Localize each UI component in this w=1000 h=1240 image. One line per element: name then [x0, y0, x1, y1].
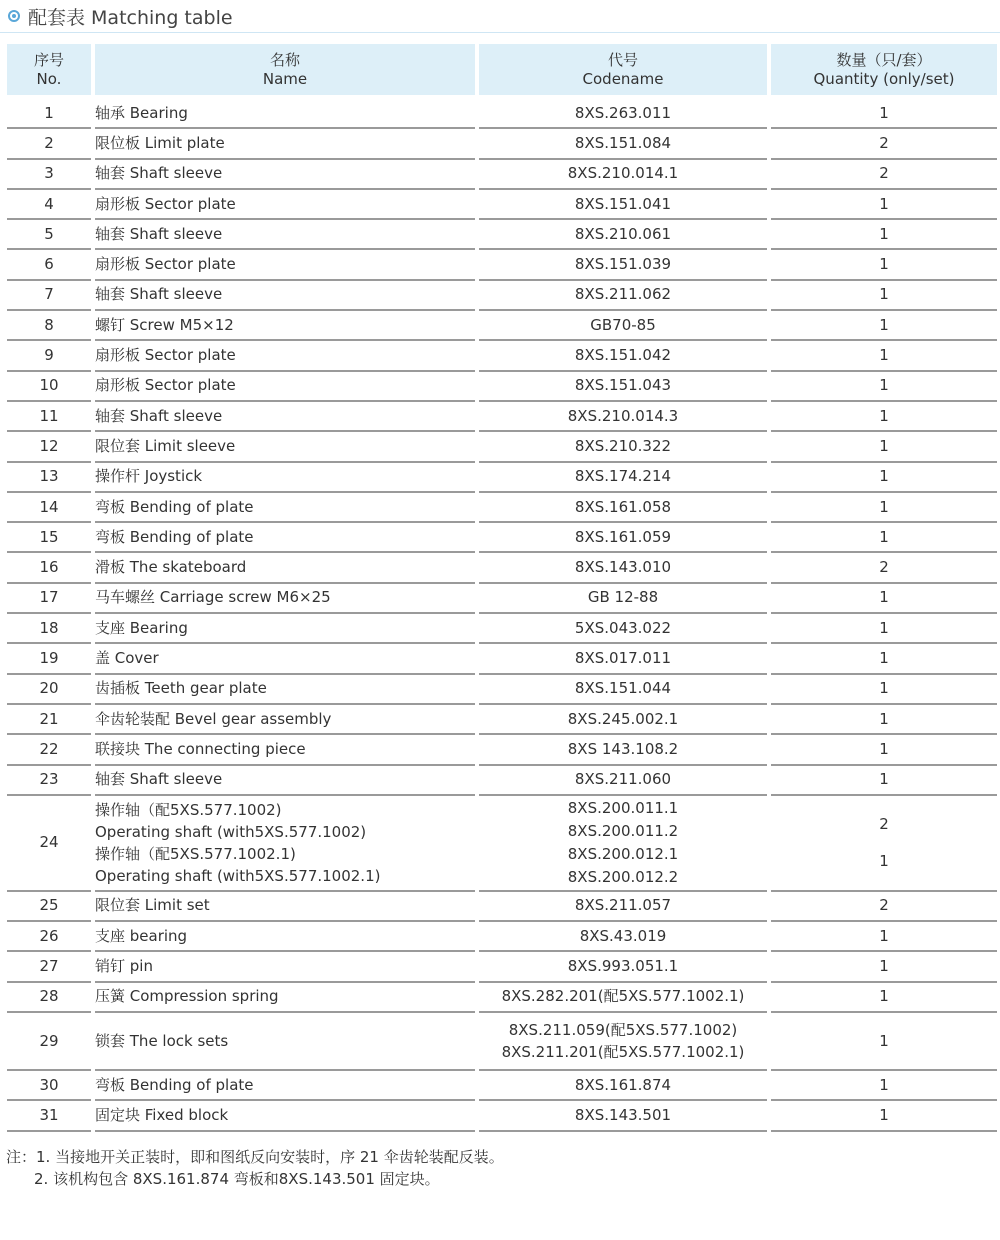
- cell-no: 28: [7, 983, 91, 1013]
- code-line: 8XS.200.012.1: [567, 844, 679, 863]
- cell-name: 限位套 Limit sleeve: [95, 432, 475, 462]
- cell-codename: 8XS.211.060: [479, 766, 767, 796]
- cell-quantity: 2: [771, 892, 997, 922]
- cell-no: 7: [7, 281, 91, 311]
- cell-no: 4: [7, 190, 91, 220]
- cell-no: 16: [7, 553, 91, 583]
- cell-no: 22: [7, 735, 91, 765]
- cell-quantity: [771, 796, 997, 892]
- cell-no: 25: [7, 892, 91, 922]
- cell-name: 轴套 Shaft sleeve: [95, 766, 475, 796]
- cell-codename: [479, 1013, 767, 1071]
- cell-no: 31: [7, 1101, 91, 1131]
- table-row: [7, 892, 997, 922]
- cell-name: 操作杆 Joystick: [95, 463, 475, 493]
- table-row: [7, 796, 997, 892]
- cell-name: 限位套 Limit set: [95, 892, 475, 922]
- cell-no: 21: [7, 705, 91, 735]
- cell-no: 26: [7, 922, 91, 952]
- cell-codename: 8XS.161.058: [479, 493, 767, 523]
- cell-name: 轴套 Shaft sleeve: [95, 160, 475, 190]
- cell-codename: 8XS.017.011: [479, 644, 767, 674]
- cell-codename: 8XS.151.041: [479, 190, 767, 220]
- table-row: [7, 705, 997, 735]
- cell-name: 滑板 The skateboard: [95, 553, 475, 583]
- cell-codename: 8XS.210.014.3: [479, 402, 767, 432]
- table-row: [7, 1071, 997, 1101]
- cell-no: 9: [7, 341, 91, 371]
- cell-quantity: 1: [771, 372, 997, 402]
- cell-name: 盖 Cover: [95, 644, 475, 674]
- cell-quantity: 1: [771, 281, 997, 311]
- table-body-row-29: [7, 1013, 997, 1071]
- table-row: [7, 952, 997, 982]
- cell-no: 20: [7, 675, 91, 705]
- double-circle-icon: [8, 10, 20, 22]
- qty-line: 1: [879, 851, 889, 870]
- table-row: [7, 190, 997, 220]
- code-line: 8XS.211.059(配5XS.577.1002): [508, 1021, 738, 1040]
- cell-no: 30: [7, 1071, 91, 1101]
- cell-codename: 8XS.211.062: [479, 281, 767, 311]
- code-line: 8XS.200.011.1: [567, 798, 679, 817]
- cell-no: 19: [7, 644, 91, 674]
- table-row: [7, 99, 997, 129]
- cell-no: 5: [7, 220, 91, 250]
- cell-no: 2: [7, 129, 91, 159]
- cell-codename: 8XS.151.043: [479, 372, 767, 402]
- cell-quantity: 1: [771, 766, 997, 796]
- cell-codename: 8XS.282.201(配5XS.577.1002.1): [479, 983, 767, 1013]
- table-header: [7, 44, 997, 99]
- name-line: 操作轴（配5XS.577.1002.1): [95, 844, 296, 863]
- table-row: [7, 766, 997, 796]
- table-row: [7, 463, 997, 493]
- cell-codename: 8XS.210.322: [479, 432, 767, 462]
- cell-codename: GB 12-88: [479, 584, 767, 614]
- code-line: 8XS.200.012.2: [567, 867, 679, 886]
- cell-name: 扇形板 Sector plate: [95, 341, 475, 371]
- table-body-row-24: [7, 796, 997, 892]
- name-line: 操作轴（配5XS.577.1002): [95, 800, 282, 819]
- cell-name: 固定块 Fixed block: [95, 1101, 475, 1131]
- cell-name: 扇形板 Sector plate: [95, 372, 475, 402]
- cell-name: 限位板 Limit plate: [95, 129, 475, 159]
- table-row: [7, 311, 997, 341]
- cell-quantity: 1: [771, 705, 997, 735]
- cell-codename: 8XS.143.501: [479, 1101, 767, 1131]
- cell-name: 锁套 The lock sets: [95, 1013, 475, 1071]
- cell-quantity: 1: [771, 432, 997, 462]
- cell-name: 伞齿轮装配 Bevel gear assembly: [95, 705, 475, 735]
- cell-name: 扇形板 Sector plate: [95, 250, 475, 280]
- cell-name: 轴套 Shaft sleeve: [95, 281, 475, 311]
- cell-quantity: 1: [771, 493, 997, 523]
- cell-codename: GB70-85: [479, 311, 767, 341]
- table-row: [7, 644, 997, 674]
- cell-name: 压簧 Compression spring: [95, 983, 475, 1013]
- cell-quantity: 1: [771, 735, 997, 765]
- cell-quantity: 1: [771, 311, 997, 341]
- table-row: [7, 523, 997, 553]
- cell-name: 马车螺丝 Carriage screw M6×25: [95, 584, 475, 614]
- table-row: [7, 675, 997, 705]
- cell-codename: [479, 796, 767, 892]
- cell-codename: 8XS 143.108.2: [479, 735, 767, 765]
- cell-codename: 8XS.263.011: [479, 99, 767, 129]
- cell-no: 24: [7, 796, 91, 892]
- table-row: [7, 129, 997, 159]
- table-row: [7, 584, 997, 614]
- cell-name: [95, 796, 475, 892]
- table-row: [7, 281, 997, 311]
- cell-quantity: 1: [771, 250, 997, 280]
- cell-codename: 8XS.211.057: [479, 892, 767, 922]
- qty-line: 2: [879, 814, 889, 833]
- cell-name: 销钉 pin: [95, 952, 475, 982]
- column-header-name: 名称 Name: [95, 44, 475, 99]
- cell-quantity: 1: [771, 99, 997, 129]
- cell-quantity: 2: [771, 160, 997, 190]
- table-row: [7, 1013, 997, 1071]
- cell-no: 6: [7, 250, 91, 280]
- cell-quantity: 1: [771, 1101, 997, 1131]
- table-body: [7, 99, 997, 796]
- cell-quantity: 1: [771, 463, 997, 493]
- table-row: [7, 341, 997, 371]
- note-2: 2. 该机构包含 8XS.161.874 弯板和8XS.143.501 固定块。: [34, 1170, 440, 1188]
- table-row: [7, 735, 997, 765]
- cell-quantity: 2: [771, 553, 997, 583]
- note-1: 注：1. 当接地开关正装时，即和图纸反向安装时，序 21 伞齿轮装配反装。: [6, 1148, 504, 1166]
- cell-name: 弯板 Bending of plate: [95, 523, 475, 553]
- cell-codename: 8XS.143.010: [479, 553, 767, 583]
- cell-codename: 8XS.161.059: [479, 523, 767, 553]
- cell-no: 14: [7, 493, 91, 523]
- cell-no: 15: [7, 523, 91, 553]
- cell-quantity: 1: [771, 952, 997, 982]
- cell-quantity: 1: [771, 1071, 997, 1101]
- cell-quantity: 2: [771, 129, 997, 159]
- cell-quantity: 1: [771, 1013, 997, 1071]
- cell-quantity: 1: [771, 523, 997, 553]
- cell-no: 17: [7, 584, 91, 614]
- cell-codename: 8XS.151.042: [479, 341, 767, 371]
- code-line: 8XS.200.011.2: [567, 821, 679, 840]
- notes: [6, 1146, 504, 1190]
- cell-name: 弯板 Bending of plate: [95, 493, 475, 523]
- name-line: Operating shaft (with5XS.577.1002): [95, 822, 367, 841]
- cell-name: 轴套 Shaft sleeve: [95, 402, 475, 432]
- cell-codename: 8XS.43.019: [479, 922, 767, 952]
- cell-quantity: 1: [771, 220, 997, 250]
- cell-codename: 5XS.043.022: [479, 614, 767, 644]
- cell-codename: 8XS.151.084: [479, 129, 767, 159]
- cell-name: 联接块 The connecting piece: [95, 735, 475, 765]
- cell-no: 3: [7, 160, 91, 190]
- table-row: [7, 1101, 997, 1131]
- cell-no: 18: [7, 614, 91, 644]
- cell-name: 齿插板 Teeth gear plate: [95, 675, 475, 705]
- table-row: [7, 614, 997, 644]
- cell-name: 弯板 Bending of plate: [95, 1071, 475, 1101]
- cell-quantity: 1: [771, 614, 997, 644]
- cell-name: 扇形板 Sector plate: [95, 190, 475, 220]
- table-row: [7, 922, 997, 952]
- title-divider: [0, 32, 1000, 33]
- cell-no: 8: [7, 311, 91, 341]
- cell-no: 27: [7, 952, 91, 982]
- cell-quantity: 1: [771, 644, 997, 674]
- cell-codename: 8XS.161.874: [479, 1071, 767, 1101]
- cell-quantity: 1: [771, 675, 997, 705]
- table-body-c: [7, 1071, 997, 1132]
- cell-no: 29: [7, 1013, 91, 1071]
- matching-table: [3, 44, 1000, 1132]
- cell-name: 支座 Bearing: [95, 614, 475, 644]
- table-row: [7, 372, 997, 402]
- table-row: [7, 220, 997, 250]
- cell-quantity: 1: [771, 584, 997, 614]
- cell-codename: 8XS.993.051.1: [479, 952, 767, 982]
- column-header-quantity: 数量（只/套） Quantity (only/set): [771, 44, 997, 99]
- cell-codename: 8XS.245.002.1: [479, 705, 767, 735]
- cell-no: 23: [7, 766, 91, 796]
- cell-name: 轴承 Bearing: [95, 99, 475, 129]
- cell-codename: 8XS.210.014.1: [479, 160, 767, 190]
- cell-no: 11: [7, 402, 91, 432]
- cell-quantity: 1: [771, 341, 997, 371]
- cell-codename: 8XS.151.039: [479, 250, 767, 280]
- cell-no: 1: [7, 99, 91, 129]
- cell-codename: 8XS.210.061: [479, 220, 767, 250]
- cell-no: 12: [7, 432, 91, 462]
- section-title-text: 配套表 Matching table: [28, 6, 233, 29]
- table-row: [7, 432, 997, 462]
- column-header-no: 序号 No.: [7, 44, 91, 99]
- table-body-b: [7, 892, 997, 1013]
- table-row: [7, 250, 997, 280]
- table-row: [7, 160, 997, 190]
- cell-no: 13: [7, 463, 91, 493]
- table-row: [7, 553, 997, 583]
- cell-codename: 8XS.151.044: [479, 675, 767, 705]
- name-line: Operating shaft (with5XS.577.1002.1): [95, 866, 381, 885]
- column-header-codename: 代号 Codename: [479, 44, 767, 99]
- table-row: [7, 402, 997, 432]
- cell-no: 10: [7, 372, 91, 402]
- cell-quantity: 1: [771, 922, 997, 952]
- cell-codename: 8XS.174.214: [479, 463, 767, 493]
- code-line: 8XS.211.201(配5XS.577.1002.1): [501, 1043, 745, 1062]
- cell-name: 轴套 Shaft sleeve: [95, 220, 475, 250]
- cell-name: 支座 bearing: [95, 922, 475, 952]
- cell-quantity: 1: [771, 983, 997, 1013]
- table-row: [7, 493, 997, 523]
- cell-quantity: 1: [771, 190, 997, 220]
- section-title: [8, 4, 233, 28]
- cell-name: 螺钉 Screw M5×12: [95, 311, 475, 341]
- table-row: [7, 983, 997, 1013]
- cell-quantity: 1: [771, 402, 997, 432]
